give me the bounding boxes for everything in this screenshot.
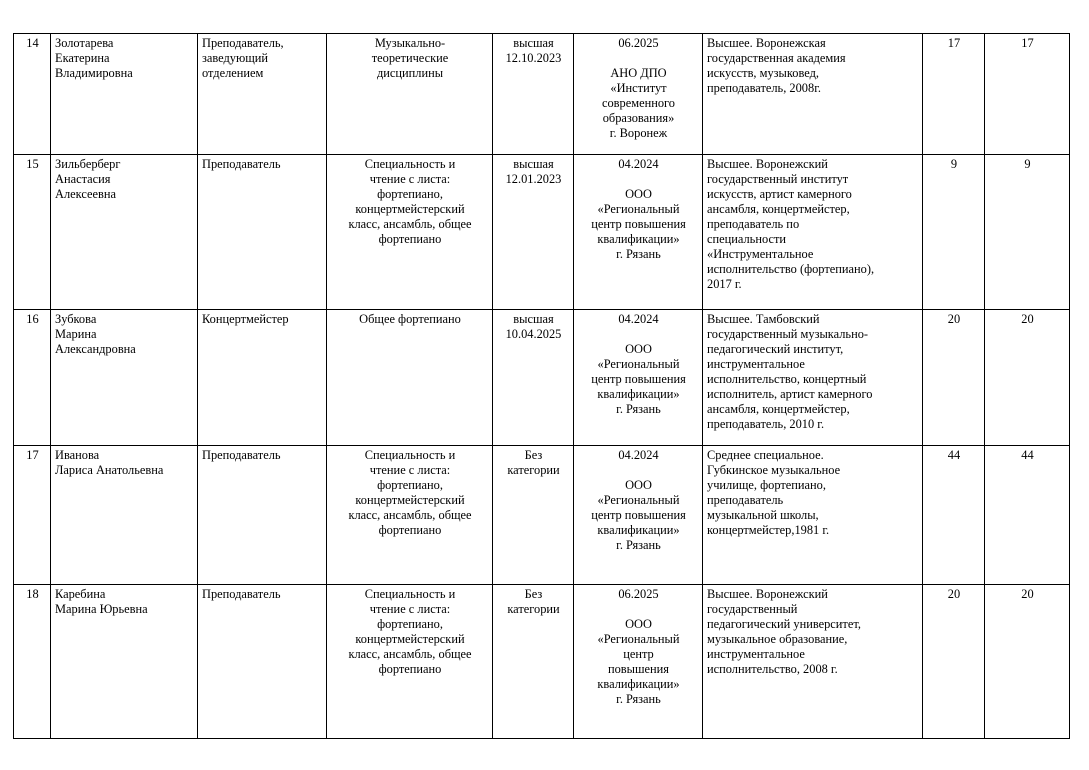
text-line: фортепиано, xyxy=(377,617,443,631)
text-line: 44 xyxy=(947,448,961,462)
text-line: фортепиано xyxy=(378,523,442,537)
subjects-cell xyxy=(327,446,493,585)
text-line: 16 xyxy=(26,312,39,326)
text-line: г. Воронеж xyxy=(609,126,668,140)
text-line: 9 xyxy=(1024,157,1031,171)
staff-table xyxy=(13,33,1070,739)
text-line: специальности xyxy=(707,232,787,246)
text-line: Высшее. Воронежская xyxy=(707,36,826,50)
text-line: центр xyxy=(623,647,654,661)
text-line: государственный институт xyxy=(707,172,849,186)
text-line: чтение с листа: xyxy=(369,463,451,477)
text-line: класс, ансамбль, общее xyxy=(348,647,472,661)
text-line: Зильберберг xyxy=(55,157,121,171)
text-line: высшая xyxy=(513,312,554,326)
text-line: центр повышения xyxy=(591,372,686,386)
text-line: дисциплины xyxy=(376,66,444,80)
teaching-experience-cell xyxy=(985,34,1070,155)
text-line: Марина Юрьевна xyxy=(55,602,148,616)
text-line: Высшее. Воронежский xyxy=(707,157,828,171)
text-line: 17 xyxy=(26,448,39,462)
text-line: 20 xyxy=(1021,587,1034,601)
training-cell xyxy=(574,310,703,446)
text-line: 12.01.2023 xyxy=(505,172,562,186)
position-cell xyxy=(198,585,327,739)
text-line: Специальность и xyxy=(364,157,456,171)
text-line: Без xyxy=(524,448,543,462)
text-line: инструментальное xyxy=(707,647,805,661)
row-number-cell xyxy=(14,585,51,739)
name-cell xyxy=(51,34,198,155)
text-line: Губкинское музыкальное xyxy=(707,463,841,477)
text-line: образования» xyxy=(602,111,675,125)
text-line: квалификации» xyxy=(597,387,680,401)
text-line: концертмейстер,1981 г. xyxy=(707,523,830,537)
teaching-experience-cell xyxy=(985,446,1070,585)
text-line: 20 xyxy=(947,587,961,601)
text-line: Каребина xyxy=(55,587,106,601)
text-line: 17 xyxy=(1021,36,1034,50)
text-line: ансамбля, концертмейстер, xyxy=(707,202,850,216)
training-cell xyxy=(574,446,703,585)
position-cell xyxy=(198,34,327,155)
text-line: отделением xyxy=(202,66,264,80)
text-line: Лариса Анатольевна xyxy=(55,463,164,477)
text-line: Владимировна xyxy=(55,66,133,80)
text-line: концертмейстерский xyxy=(355,493,465,507)
training-cell xyxy=(574,155,703,310)
row-number-cell xyxy=(14,446,51,585)
table-row xyxy=(14,155,1070,310)
text-line: повышения xyxy=(607,662,669,676)
text-line: исполнительство, концертный xyxy=(707,372,867,386)
text-line: квалификации» xyxy=(597,677,680,691)
text-line: фортепиано xyxy=(378,232,442,246)
text-line: искусств, музыковед, xyxy=(707,66,819,80)
text-line: Музыкально- xyxy=(374,36,446,50)
text-line: исполнительство (фортепиано), xyxy=(707,262,875,276)
text-line: 04.2024 xyxy=(618,448,659,462)
text-line: Без xyxy=(524,587,543,601)
text-line: Зубкова xyxy=(55,312,97,326)
text-line: Преподаватель, xyxy=(202,36,284,50)
text-line: «Региональный xyxy=(597,202,680,216)
text-line: класс, ансамбль, общее xyxy=(348,508,472,522)
name-cell xyxy=(51,446,198,585)
subjects-cell xyxy=(327,34,493,155)
text-line: фортепиано, xyxy=(377,187,443,201)
table-row xyxy=(14,34,1070,155)
education-cell xyxy=(703,585,923,739)
teaching-experience-cell xyxy=(985,155,1070,310)
text-line: педагогический университет, xyxy=(707,617,861,631)
category-cell xyxy=(493,585,574,739)
text-line: ООО xyxy=(625,617,652,631)
text-line: центр повышения xyxy=(591,217,686,231)
text-line: 20 xyxy=(947,312,961,326)
text-line: фортепиано, xyxy=(377,478,443,492)
text-line: Преподаватель xyxy=(202,587,281,601)
text-line: «Инструментальное xyxy=(707,247,814,261)
text-line: искусств, артист камерного xyxy=(707,187,852,201)
education-cell xyxy=(703,155,923,310)
text-line: Золотарева xyxy=(55,36,114,50)
text-line: 06.2025 xyxy=(618,36,659,50)
text-line: категории xyxy=(507,602,560,616)
text-line: Преподаватель xyxy=(202,157,281,171)
text-line: центр повышения xyxy=(591,508,686,522)
text-line: Высшее. Воронежский xyxy=(707,587,828,601)
total-experience-cell xyxy=(923,585,985,739)
training-cell xyxy=(574,34,703,155)
subjects-cell xyxy=(327,155,493,310)
text-line: Марина xyxy=(55,327,97,341)
text-line: фортепиано xyxy=(378,662,442,676)
text-line: 04.2024 xyxy=(618,157,659,171)
text-line: 14 xyxy=(26,36,39,50)
text-line: класс, ансамбль, общее xyxy=(348,217,472,231)
text-line: государственная академия xyxy=(707,51,846,65)
total-experience-cell xyxy=(923,34,985,155)
text-line: ООО xyxy=(625,342,652,356)
training-cell xyxy=(574,585,703,739)
text-line: чтение с листа: xyxy=(369,602,451,616)
text-line: АНО ДПО xyxy=(610,66,667,80)
name-cell xyxy=(51,585,198,739)
text-line: «Региональный xyxy=(597,357,680,371)
subjects-cell xyxy=(327,310,493,446)
row-number-cell xyxy=(14,155,51,310)
education-cell xyxy=(703,34,923,155)
text-line: Общее фортепиано xyxy=(359,312,461,326)
total-experience-cell xyxy=(923,446,985,585)
text-line: Среднее специальное. xyxy=(707,448,824,462)
text-line: исполнитель, артист камерного xyxy=(707,387,873,401)
category-cell xyxy=(493,310,574,446)
text-line: 06.2025 xyxy=(618,587,659,601)
text-line: Анастасия xyxy=(55,172,111,186)
row-number-cell xyxy=(14,34,51,155)
text-line: Александровна xyxy=(55,342,136,356)
text-line: 17 xyxy=(947,36,961,50)
text-line: исполнительство, 2008 г. xyxy=(707,662,838,676)
category-cell xyxy=(493,155,574,310)
text-line: концертмейстерский xyxy=(355,632,465,646)
text-line: заведующий xyxy=(202,51,269,65)
text-line: 18 xyxy=(26,587,39,601)
table-row xyxy=(14,310,1070,446)
text-line: училище, фортепиано, xyxy=(707,478,826,492)
text-line: 10.04.2025 xyxy=(505,327,562,341)
text-line: Специальность и xyxy=(364,448,456,462)
text-line: 20 xyxy=(1021,312,1034,326)
text-line: г. Рязань xyxy=(616,402,661,416)
teaching-experience-cell xyxy=(985,310,1070,446)
text-line: «Институт xyxy=(610,81,667,95)
text-line: квалификации» xyxy=(597,523,680,537)
text-line: 15 xyxy=(26,157,39,171)
text-line: ООО xyxy=(625,478,652,492)
category-cell xyxy=(493,34,574,155)
text-line: Высшее. Тамбовский xyxy=(707,312,820,326)
name-cell xyxy=(51,310,198,446)
text-line: государственный музыкально- xyxy=(707,327,869,341)
name-cell xyxy=(51,155,198,310)
text-line: 04.2024 xyxy=(618,312,659,326)
text-line: музыкальной школы, xyxy=(707,508,819,522)
text-line: чтение с листа: xyxy=(369,172,451,186)
text-line: ансамбля, концертмейстер, xyxy=(707,402,850,416)
text-line: 2017 г. xyxy=(707,277,742,291)
text-line: Алексеевна xyxy=(55,187,116,201)
education-cell xyxy=(703,446,923,585)
text-line: преподаватель xyxy=(707,493,784,507)
text-line: Екатерина xyxy=(55,51,110,65)
text-line: инструментальное xyxy=(707,357,805,371)
text-line: Концертмейстер xyxy=(202,312,289,326)
text-line: преподаватель по xyxy=(707,217,800,231)
position-cell xyxy=(198,446,327,585)
row-number-cell xyxy=(14,310,51,446)
text-line: квалификации» xyxy=(597,232,680,246)
total-experience-cell xyxy=(923,310,985,446)
text-line: теоретические xyxy=(371,51,449,65)
text-line: г. Рязань xyxy=(616,692,661,706)
text-line: Специальность и xyxy=(364,587,456,601)
table-row xyxy=(14,446,1070,585)
text-line: музыкальное образование, xyxy=(707,632,848,646)
position-cell xyxy=(198,155,327,310)
text-line: современного xyxy=(601,96,675,110)
text-line: «Региональный xyxy=(597,632,680,646)
total-experience-cell xyxy=(923,155,985,310)
text-line: ООО xyxy=(625,187,652,201)
text-line: «Региональный xyxy=(597,493,680,507)
table-row xyxy=(14,585,1070,739)
text-line: Иванова xyxy=(55,448,100,462)
text-line: категории xyxy=(507,463,560,477)
text-line: высшая xyxy=(513,36,554,50)
subjects-cell xyxy=(327,585,493,739)
education-cell xyxy=(703,310,923,446)
text-line: педагогический институт, xyxy=(707,342,844,356)
teaching-experience-cell xyxy=(985,585,1070,739)
text-line: государственный xyxy=(707,602,798,616)
text-line: 44 xyxy=(1021,448,1034,462)
text-line: 12.10.2023 xyxy=(505,51,562,65)
text-line: г. Рязань xyxy=(616,538,661,552)
position-cell xyxy=(198,310,327,446)
text-line: преподаватель, 2010 г. xyxy=(707,417,825,431)
text-line: преподаватель, 2008г. xyxy=(707,81,821,95)
text-line: 9 xyxy=(950,157,958,171)
text-line: г. Рязань xyxy=(616,247,661,261)
table-body xyxy=(14,34,1070,739)
text-line: высшая xyxy=(513,157,554,171)
category-cell xyxy=(493,446,574,585)
text-line: концертмейстерский xyxy=(355,202,465,216)
text-line: Преподаватель xyxy=(202,448,281,462)
